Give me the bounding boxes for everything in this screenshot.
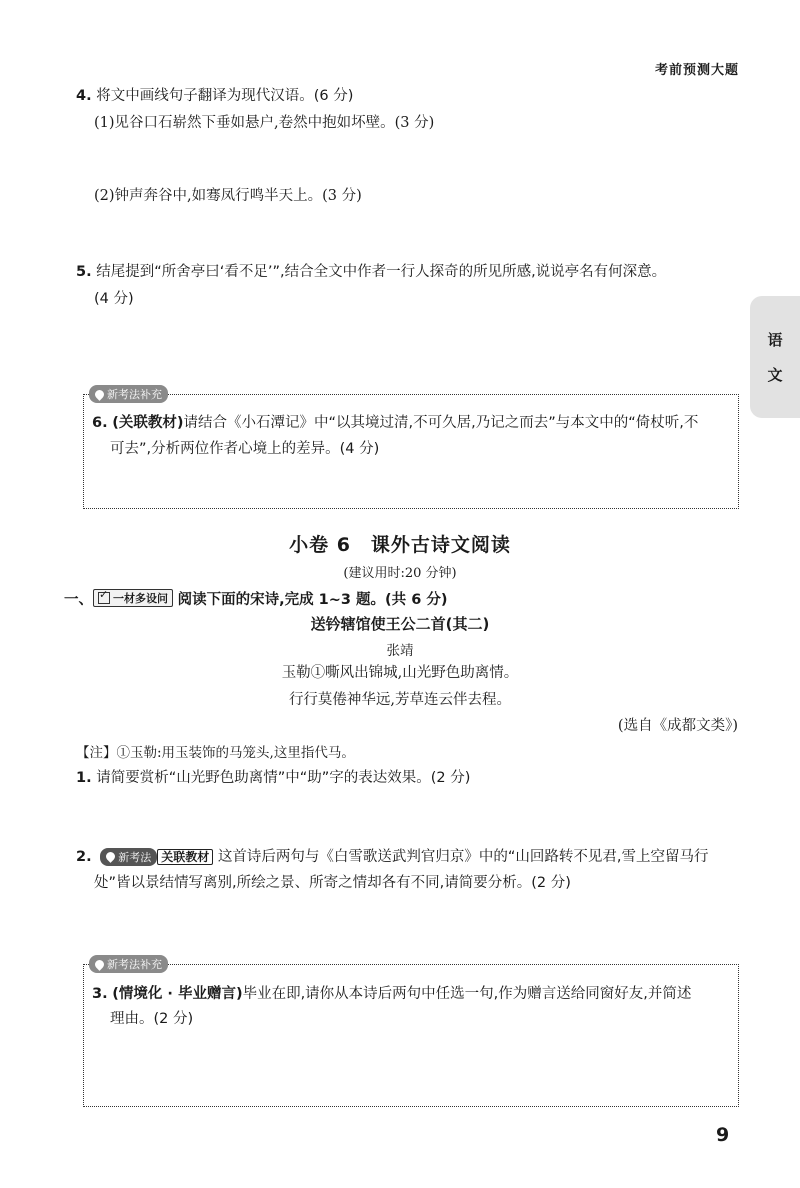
poem-title: 送钤辖馆使王公二首(其二) xyxy=(310,615,490,633)
question-6-line2: 可去”,分析两位作者心境上的差异。(4 分) xyxy=(110,441,380,457)
supplement-tag xyxy=(89,955,168,973)
question-text: 请结合《小石潭记》中“以其境过清,不可久居,乃记之而去”与本文中的“倚杖听,不 xyxy=(183,415,699,431)
question-2 xyxy=(76,845,708,866)
side-tab-char: 文 xyxy=(767,366,783,384)
running-header: 考前预测大题 xyxy=(655,63,740,78)
question-4-sub2: (2)钟声奔谷中,如骞凤行鸣半天上。(3 分) xyxy=(94,188,362,204)
question-3 xyxy=(92,982,691,1003)
tag-label: 新考法补充 xyxy=(107,958,162,971)
checkbox-icon xyxy=(98,592,110,604)
question-number: 1. xyxy=(76,770,92,786)
question-number: 3. xyxy=(92,986,108,1002)
question-4-sub1: (1)见谷口石崭然下垂如悬户,卷然中抱如坏壁。(3 分) xyxy=(94,115,435,131)
question-number: 5. xyxy=(76,264,92,280)
question-text: 这首诗后两句与《白雪歌送武判官归京》中的“山回路转不见君,雪上空留马行 xyxy=(217,849,709,865)
section-title: 小卷 6 课外古诗文阅读 xyxy=(289,534,511,556)
question-text: 请简要赏析“山光野色助离情”中“助”字的表达效果。(2 分) xyxy=(96,770,471,786)
poem-source: (选自《成都文类》) xyxy=(617,718,738,734)
question-5-score: (4 分) xyxy=(94,291,134,307)
poem-line: 行行莫倦神华远,芳草连云伴去程。 xyxy=(288,692,512,708)
question-label: (关联教材) xyxy=(112,415,184,431)
tag-label: 新考法补充 xyxy=(107,388,162,401)
question-number: 2. xyxy=(76,849,92,865)
textbook-link-label: 关联教材 xyxy=(157,849,213,865)
part-prefix: 一、 xyxy=(64,592,93,608)
question-label: (情境化 · 毕业赠言) xyxy=(112,986,243,1002)
question-number: 6. xyxy=(92,415,108,431)
tag-label: 一材多设问 xyxy=(113,592,168,605)
new-method-tag xyxy=(100,848,157,866)
part-one-instruction xyxy=(64,588,447,609)
pin-icon xyxy=(93,388,106,401)
poem-note: 【注】①玉勒:用玉装饰的马笼头,这里指代马。 xyxy=(76,745,355,761)
poem-line: 玉勒①嘶风出锦城,山光野色助离情。 xyxy=(281,665,519,681)
question-4 xyxy=(76,84,353,105)
question-5 xyxy=(76,260,666,281)
pin-icon xyxy=(104,850,117,863)
tag-label: 新考法 xyxy=(118,850,152,864)
question-6 xyxy=(92,411,698,432)
question-number: 4. xyxy=(76,88,92,104)
question-3-line2: 理由。(2 分) xyxy=(110,1011,194,1027)
page-number: 9 xyxy=(716,1124,730,1146)
question-text: 将文中画线句子翻译为现代汉语。(6 分) xyxy=(96,88,354,104)
suggested-time: (建议用时:20 分钟) xyxy=(343,566,457,581)
poem-author: 张靖 xyxy=(386,643,414,659)
question-1 xyxy=(76,766,470,787)
side-tab-char: 语 xyxy=(767,331,783,349)
question-text: 毕业在即,请你从本诗后两句中任选一句,作为赠言送给同窗好友,并简述 xyxy=(242,986,692,1002)
subject-side-tab xyxy=(750,296,800,418)
question-2-line2: 处”皆以景结情写离别,所绘之景、所寄之情却各有不同,请简要分析。(2 分) xyxy=(94,875,571,891)
multi-question-tag xyxy=(93,589,173,607)
supplement-tag xyxy=(89,385,168,403)
question-text: 结尾提到“所舍亭曰‘看不足’”,结合全文中作者一行人探奇的所见所感,说说亭名有何深意。 xyxy=(96,264,667,280)
pin-icon xyxy=(93,958,106,971)
instruction-text: 阅读下面的宋诗,完成 1~3 题。(共 6 分) xyxy=(177,592,448,608)
